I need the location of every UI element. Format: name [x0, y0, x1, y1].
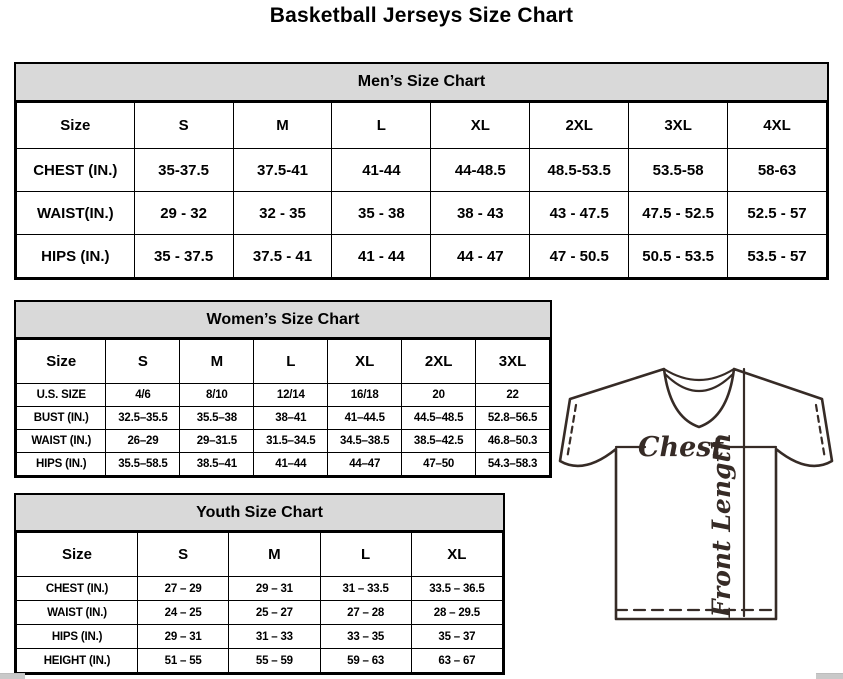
mens-size-chart: [14, 62, 829, 280]
column-header: 2XL: [530, 103, 629, 149]
column-header: 2XL: [402, 340, 476, 384]
table-row: [17, 577, 503, 601]
column-header-row: [17, 533, 503, 577]
size-cell: 38–41: [254, 407, 328, 430]
size-cell: 54.3–58.3: [476, 453, 550, 476]
collar-arc-inner: [665, 374, 733, 391]
size-cell: 35 – 37: [411, 625, 502, 649]
size-cell: 12/14: [254, 384, 328, 407]
size-cell: 31 – 33: [229, 625, 320, 649]
scrollbar-fragment-right[interactable]: [816, 673, 843, 679]
size-cell: 55 – 59: [229, 649, 320, 673]
size-cell: 32 - 35: [233, 192, 332, 235]
column-header: M: [229, 533, 320, 577]
column-header-row: [17, 103, 827, 149]
table-row: [17, 625, 503, 649]
size-cell: 44 - 47: [431, 235, 530, 278]
front-length-label: Front Length: [707, 432, 736, 618]
collar-arc-outer: [664, 369, 734, 380]
column-header: 3XL: [629, 103, 728, 149]
size-cell: 44–47: [328, 453, 402, 476]
size-cell: 47–50: [402, 453, 476, 476]
size-cell: 25 – 27: [229, 601, 320, 625]
table-row: [17, 453, 550, 476]
size-cell: 52.8–56.5: [476, 407, 550, 430]
column-header: M: [233, 103, 332, 149]
table-row: [17, 407, 550, 430]
size-cell: 53.5-58: [629, 149, 728, 192]
row-label: WAIST (IN.): [17, 430, 106, 453]
table-row: [17, 192, 827, 235]
column-header: XL: [431, 103, 530, 149]
size-cell: 47.5 - 52.5: [629, 192, 728, 235]
row-label: HIPS (IN.): [17, 453, 106, 476]
row-label: HIPS (IN.): [17, 625, 138, 649]
table-row: [17, 149, 827, 192]
size-cell: 63 – 67: [411, 649, 502, 673]
chest-label: Chest: [638, 432, 724, 463]
size-cell: 8/10: [180, 384, 254, 407]
size-cell: 29 – 31: [229, 577, 320, 601]
size-cell: 59 – 63: [320, 649, 411, 673]
column-header: S: [106, 340, 180, 384]
womens-size-chart: [14, 300, 552, 478]
size-cell: 44.5–48.5: [402, 407, 476, 430]
size-cell: 35.5–38: [180, 407, 254, 430]
row-label: CHEST (IN.): [17, 577, 138, 601]
size-cell: 43 - 47.5: [530, 192, 629, 235]
size-cell: 44-48.5: [431, 149, 530, 192]
column-header-row: [17, 340, 550, 384]
size-cell: 35 - 38: [332, 192, 431, 235]
size-cell: 58-63: [728, 149, 827, 192]
column-header: 4XL: [728, 103, 827, 149]
size-cell: 22: [476, 384, 550, 407]
column-header: L: [320, 533, 411, 577]
row-label: WAIST (IN.): [17, 601, 138, 625]
column-header: L: [332, 103, 431, 149]
size-cell: 37.5-41: [233, 149, 332, 192]
size-cell: 52.5 - 57: [728, 192, 827, 235]
size-cell: 20: [402, 384, 476, 407]
column-header: Size: [17, 340, 106, 384]
size-cell: 35.5–58.5: [106, 453, 180, 476]
size-cell: 35 - 37.5: [134, 235, 233, 278]
size-cell: 51 – 55: [138, 649, 229, 673]
size-cell: 29–31.5: [180, 430, 254, 453]
column-header: S: [138, 533, 229, 577]
table-row: [17, 235, 827, 278]
column-header: S: [134, 103, 233, 149]
row-label: U.S. SIZE: [17, 384, 106, 407]
size-cell: 38.5–41: [180, 453, 254, 476]
scrollbar-fragment-left[interactable]: [0, 673, 25, 679]
size-cell: 34.5–38.5: [328, 430, 402, 453]
row-label: BUST (IN.): [17, 407, 106, 430]
youth-size-chart: [14, 493, 505, 675]
size-cell: 27 – 28: [320, 601, 411, 625]
size-cell: 48.5-53.5: [530, 149, 629, 192]
jersey-diagram-svg: [552, 360, 842, 628]
size-cell: 24 – 25: [138, 601, 229, 625]
size-cell: 53.5 - 57: [728, 235, 827, 278]
jersey-measurement-diagram: [552, 360, 842, 628]
size-cell: 27 – 29: [138, 577, 229, 601]
size-cell: 41-44: [332, 149, 431, 192]
column-header: 3XL: [476, 340, 550, 384]
mens-size-chart-title: Men’s Size Chart: [16, 64, 827, 102]
page-title: Basketball Jerseys Size Chart: [269, 4, 574, 27]
womens-size-chart-title: Women’s Size Chart: [16, 302, 550, 339]
row-label: WAIST(IN.): [17, 192, 135, 235]
column-header: XL: [411, 533, 502, 577]
column-header: Size: [17, 103, 135, 149]
size-cell: 29 – 31: [138, 625, 229, 649]
size-cell: 38 - 43: [431, 192, 530, 235]
table-row: [17, 430, 550, 453]
size-cell: 28 – 29.5: [411, 601, 502, 625]
size-cell: 32.5–35.5: [106, 407, 180, 430]
table-row: [17, 384, 550, 407]
size-cell: 35-37.5: [134, 149, 233, 192]
row-label: CHEST (IN.): [17, 149, 135, 192]
size-cell: 41 - 44: [332, 235, 431, 278]
size-cell: 4/6: [106, 384, 180, 407]
youth-size-chart-title: Youth Size Chart: [16, 495, 503, 532]
mens-size-table: [16, 102, 827, 278]
size-cell: 31.5–34.5: [254, 430, 328, 453]
column-header: XL: [328, 340, 402, 384]
size-cell: 33 – 35: [320, 625, 411, 649]
column-header: M: [180, 340, 254, 384]
size-cell: 33.5 – 36.5: [411, 577, 502, 601]
size-cell: 37.5 - 41: [233, 235, 332, 278]
size-cell: 41–44.5: [328, 407, 402, 430]
size-cell: 26–29: [106, 430, 180, 453]
size-cell: 41–44: [254, 453, 328, 476]
youth-size-table: [16, 532, 503, 673]
jersey-outline: [560, 369, 832, 619]
row-label: HIPS (IN.): [17, 235, 135, 278]
size-cell: 47 - 50.5: [530, 235, 629, 278]
table-row: [17, 649, 503, 673]
column-header: Size: [17, 533, 138, 577]
size-cell: 46.8–50.3: [476, 430, 550, 453]
size-cell: 29 - 32: [134, 192, 233, 235]
size-cell: 31 – 33.5: [320, 577, 411, 601]
size-cell: 38.5–42.5: [402, 430, 476, 453]
size-cell: 16/18: [328, 384, 402, 407]
column-header: L: [254, 340, 328, 384]
size-cell: 50.5 - 53.5: [629, 235, 728, 278]
womens-size-table: [16, 339, 550, 476]
table-row: [17, 601, 503, 625]
row-label: HEIGHT (IN.): [17, 649, 138, 673]
